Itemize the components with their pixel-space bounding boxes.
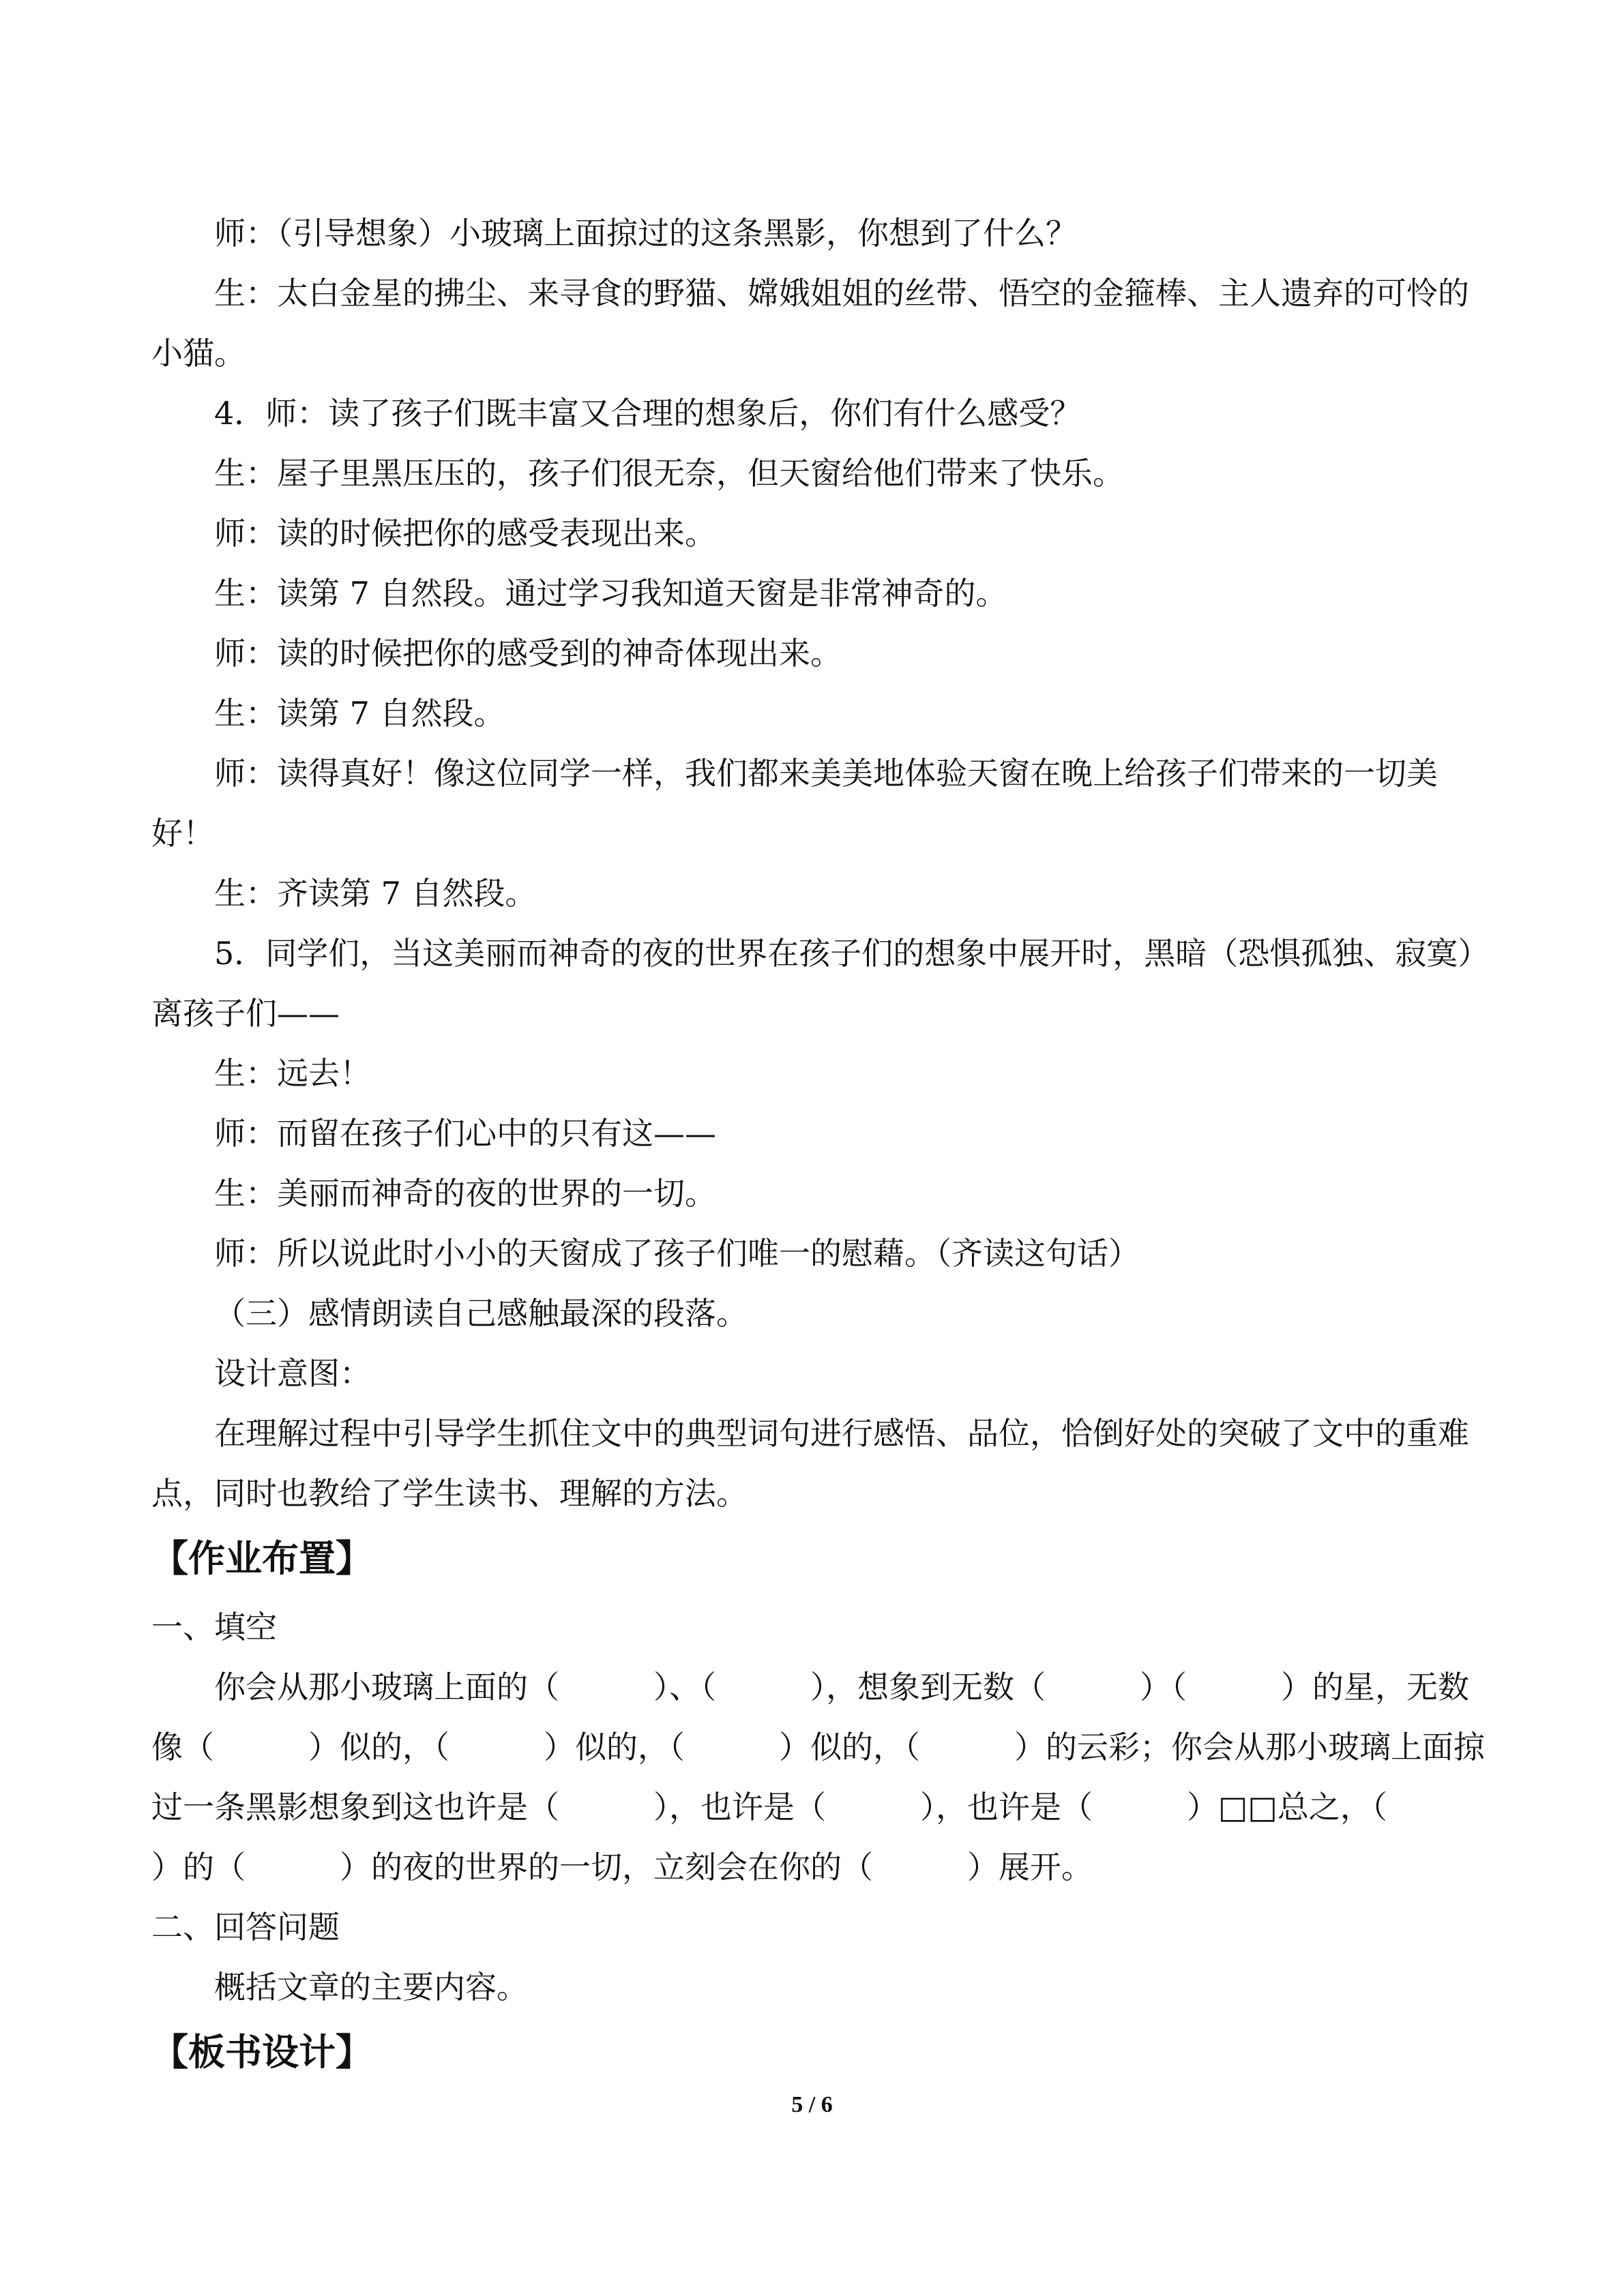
body-paragraph: 5．同学们，当这美丽而神奇的夜的世界在孩子们的想象中展开时，黑暗（恐惧孤独、寂寞）离孩子们—— — [151, 935, 1474, 1032]
body-paragraph: 师：而留在孩子们心中的只有这—— — [214, 1115, 716, 1152]
body-paragraph: 生：屋子里黑压压的，孩子们很无奈，但天窗给他们带来了快乐。 — [214, 455, 1124, 492]
body-paragraph: 师：读得真好！像这位同学一样，我们都来美美地体验天窗在晚上给孩子们带来的一切美好！ — [151, 755, 1438, 852]
body-paragraph: 概括文章的主要内容。 — [214, 1969, 528, 2006]
body-paragraph: 师：读的时候把你的感受表现出来。 — [214, 515, 716, 552]
body-paragraph: 生：美丽而神奇的夜的世界的一切。 — [214, 1175, 716, 1212]
body-paragraph: 4．师：读了孩子们既丰富又合理的想象后，你们有什么感受？ — [214, 395, 1082, 432]
body-paragraph: 师：所以说此时小小的天窗成了孩子们唯一的慰藉。（齐读这句话） — [214, 1235, 1140, 1272]
body-paragraph: 生：太白金星的拂尘、来寻食的野猫、嫦娥姐姐的丝带、悟空的金箍棒、主人遗弃的可怜的小猫。 — [151, 275, 1469, 372]
page-content — [151, 203, 1488, 2091]
body-paragraph: 生：读第 7 自然段。通过学习我知道天窗是非常神奇的。 — [214, 575, 1007, 612]
section-heading: 【作业布置】 — [151, 1537, 372, 1580]
section-heading: 【板书设计】 — [151, 2031, 372, 2074]
body-paragraph: 生：齐读第 7 自然段。 — [214, 875, 537, 912]
body-paragraph: 设计意图： — [214, 1355, 371, 1392]
body-paragraph: 你会从那小玻璃上面的（ ）、（ ），想象到无数（ ）（ ）的星，无数像（ ）似的，（ ）似的，（ ）似的，（ ）的云彩；你会从那小玻璃上面掠过一条黑影想象到这也许是（ ），也许是（ ），也许是（ ）□□总之，（ ）的（ ）的夜的世界的一切，立刻会在你的（ ）展开。 — [151, 1669, 1485, 1885]
body-paragraph: 师：（引导想象）小玻璃上面掠过的这条黑影，你想到了什么？ — [214, 215, 1077, 252]
body-paragraph: 生：读第 7 自然段。 — [214, 695, 505, 732]
subsection-title: 二、回答问题 — [151, 1909, 340, 1945]
page-number: 5 / 6 — [791, 2092, 833, 2117]
body-paragraph: （三）感情朗读自己感触最深的段落。 — [214, 1295, 748, 1332]
body-paragraph: 生：远去！ — [214, 1055, 371, 1092]
subsection-title: 一、填空 — [151, 1609, 277, 1645]
body-paragraph: 师：读的时候把你的感受到的神奇体现出来。 — [214, 635, 842, 672]
body-paragraph: 在理解过程中引导学生抓住文中的典型词句进行感悟、品位，恰倒好处的突破了文中的重难点，同时也教给了学生读书、理解的方法。 — [151, 1415, 1469, 1512]
